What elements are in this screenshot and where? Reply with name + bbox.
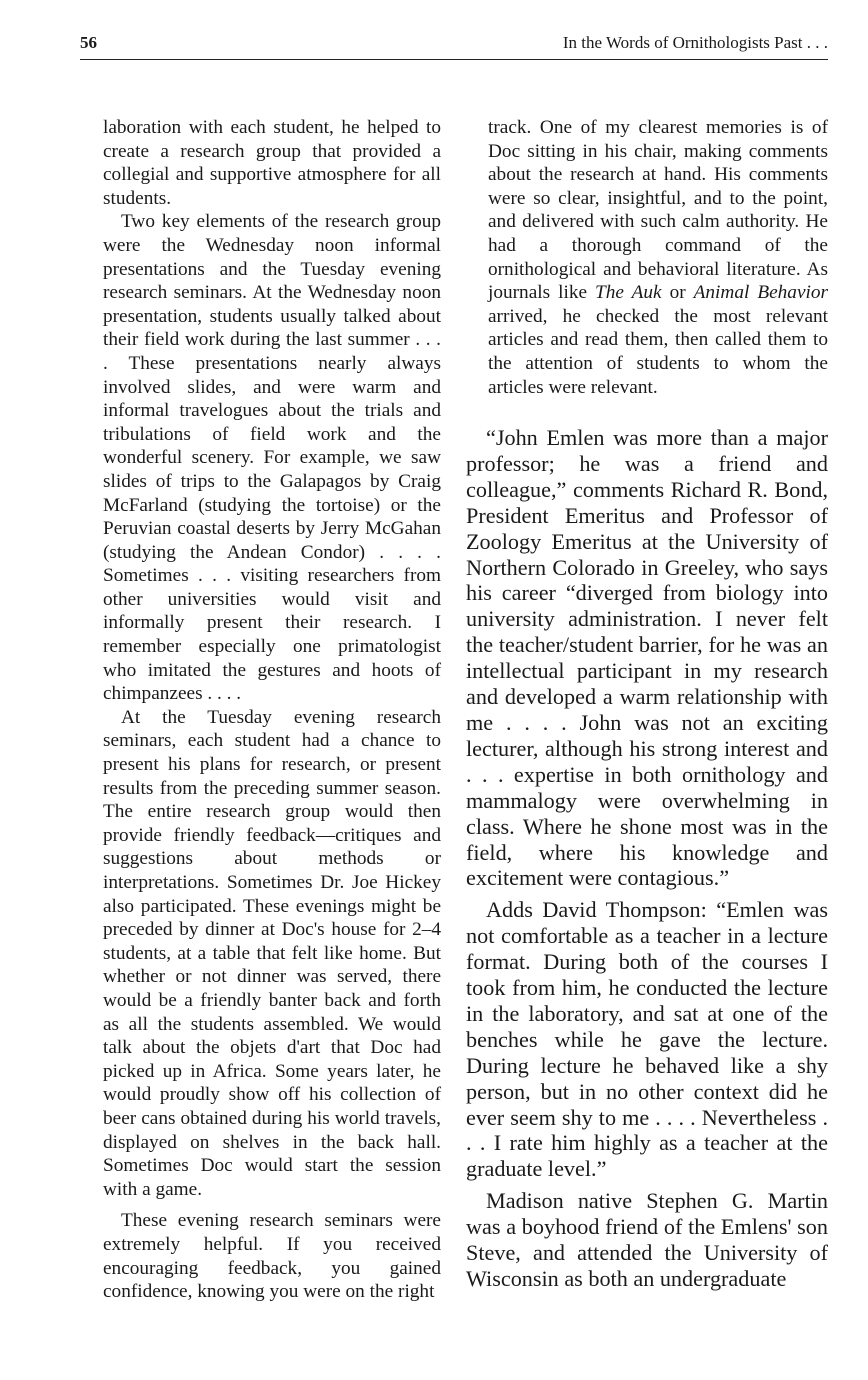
text-run: or: [661, 282, 694, 304]
paragraph: Two key elements of the research group were the Wednesday noon informal presentations and the Tuesday evening research seminars. At the Wednesday noon presentation, students usually talked about their field work during the last summer . . . . These presentations nearly always involved slides, and were warm and informal travelogues about the trials and tribulations of field work and the wonderful scenery. For example, we saw slides of trips to the Galapagos by Craig McFarland (studying the tortoise) or the Peruvian coastal deserts by Jerry McGahan (studying the Andean Condor) . . . . Sometimes . . . visiting researchers from other universities would visit and informally present their research. I remember especially one primatologist who imitated the gestures and hoots of chimpanzees . . . .: [103, 211, 441, 705]
text-run: arrived, he checked the most relevant articles and read them, then called them to the attention of students to whom the articles were relevant.: [488, 305, 828, 398]
right-column-quote: [488, 116, 828, 399]
left-column: [103, 116, 441, 1304]
journal-title: The Auk: [595, 282, 662, 304]
paragraph: At the Tuesday evening research seminars, each student had a chance to present his plans for research, or present results from the preceding summer season. The entire research group would then provide friendly feedback—critiques and suggestions about methods or interpretations. Sometimes Dr. Joe Hickey also participated. These evenings might be preceded by dinner at Doc's house for 2–4 students, at a table that felt like home. But whether or not dinner was served, there would be a friendly banter back and forth as all the students assembled. We would talk about the objets d'art that Doc had picked up in Africa. Some years later, he would proudly show off his collection of beer cans obtained during his world travels, displayed on shelves in the back hall. Sometimes Doc would start the session with a game.: [103, 706, 441, 1200]
journal-title: Animal Behavior: [693, 282, 829, 304]
paragraph: “John Emlen was more than a major professor; he was a friend and colleague,” comments Richard R. Bond, President Emeritus and Professor of Zoology Emeritus at the University of Northern Colorado in Greeley, who says his career “diverged from biology into university administration. I never felt the teacher/student barrier, for he was an intellectual participant in my research and developed a warm relationship with me . . . . John was not an exciting lecturer, although his strong interest and . . . expertise in both ornithology and mammalogy were overwhelming in class. Where he shone most was in the field, where his knowledge and excitement were contagious.”: [466, 425, 828, 891]
paragraph: [488, 116, 828, 399]
right-column-body: [466, 425, 828, 1292]
page-header: [80, 33, 828, 60]
paragraph: laboration with each student, he helped to create a research group that provided a collegial and supportive atmosphere for all students.: [103, 117, 441, 209]
paragraph: These evening research seminars were extremely helpful. If you received encouraging feedback, you gained confidence, knowing you were on the right: [103, 1210, 441, 1303]
running-head: In the Words of Ornithologists Past . . .: [562, 33, 828, 52]
paragraph: Adds David Thompson: “Emlen was not comfortable as a teacher in a lecture format. During both of the courses I took from him, he conducted the lecture in the laboratory, and sat at one of the benches while he gave the lecture. During lecture he behaved like a shy person, but in no other context did he ever seem shy to me . . . . Nevertheless . . . I rate him highly as a teacher at the graduate level.”: [466, 897, 828, 1182]
text-run: track. One of my clearest memories is of Doc sitting in his chair, making comments about the research at hand. His comments were so clear, insightful, and to the point, and delivered with such calm authority. He had a thorough command of the ornithological and behavioral literature. As journals like: [488, 117, 828, 304]
paragraph: Madison native Stephen G. Martin was a boyhood friend of the Emlens' son Steve, and attended the University of Wisconsin as both an undergraduate: [466, 1188, 828, 1291]
page-number: 56: [80, 33, 97, 52]
